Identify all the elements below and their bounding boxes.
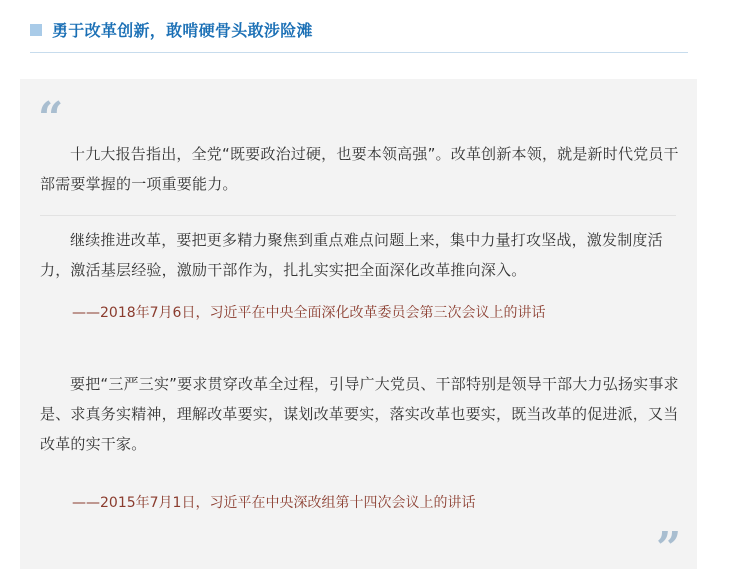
quote-source: ——2015年7月1日，习近平在中央深改组第十四次会议上的讲话 — [72, 495, 476, 511]
quote-box — [20, 79, 697, 574]
divider — [40, 215, 676, 216]
quote-paragraph: 十九大报告指出，全党“既要政治过硬，也要本领高强”。改革创新本领，就是新时代党员干部需要掌握的一项重要能力。 — [40, 145, 679, 193]
section-title: 勇于改革创新，敢啃硬骨头敢涉险滩 — [52, 21, 313, 40]
quote-source: ——2018年7月6日，习近平在中央全面深化改革委员会第三次会议上的讲话 — [72, 305, 546, 321]
open-quote-icon: “ — [38, 93, 64, 144]
close-quote-icon: ” — [656, 523, 682, 574]
header-marker — [30, 24, 42, 36]
section-header — [30, 14, 688, 53]
quote-paragraph: 继续推进改革，要把更多精力聚焦到重点难点问题上来，集中力量打攻坚战，激发制度活力，激活基层经验，激励干部作为，扎扎实实把全面深化改革推向深入。 — [40, 231, 663, 279]
quote-paragraph: 要把“三严三实”要求贯穿改革全过程，引导广大党员、干部特别是领导干部大力弘扬实事求是、求真务实精神，理解改革要实，谋划改革要实，落实改革也要实，既当改革的促进派，又当改革的实干家。 — [40, 375, 679, 453]
